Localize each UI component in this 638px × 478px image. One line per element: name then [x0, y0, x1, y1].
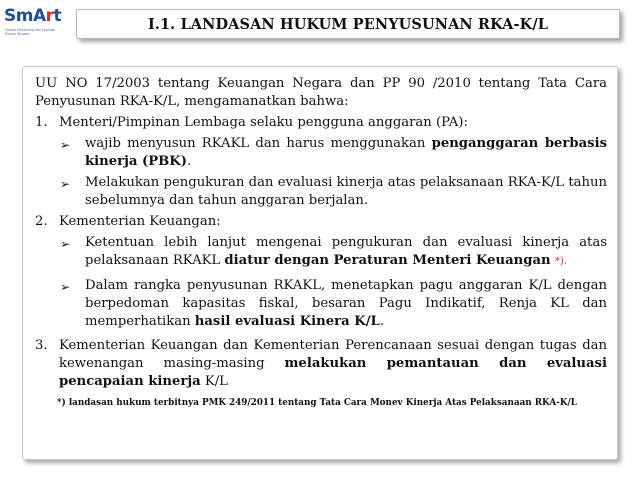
arrow-bullet-icon: ➢ — [60, 280, 71, 294]
sub-item-2b — [35, 277, 607, 331]
content-panel — [22, 66, 618, 460]
arrow-bullet-icon: ➢ — [60, 237, 71, 251]
item-text: Menteri/Pimpinan Lembaga selaku pengguna anggaran (PA): — [59, 115, 468, 130]
item-text: Kementerian Keuangan: — [59, 214, 221, 229]
sub-text-end: . — [379, 314, 385, 329]
arrow-bullet-icon: ➢ — [60, 138, 71, 152]
item-number: 3. — [35, 338, 48, 353]
intro-text: UU NO 17/2003 tentang Keuangan Negara dan PP 90 /2010 tentang Tata Cara Penyusunan RKA-K/L, mengamanatkan bahwa: — [35, 76, 607, 109]
slide-title: I.1. LANDASAN HUKUM PENYUSUNAN RKA-K/L — [76, 9, 620, 39]
item-text-end: K/L — [200, 374, 228, 389]
sub-text: Ketentuan lebih lanjut mengenai pengukuran dan evaluasi kinerja atas pelaksanaan RKAKL — [85, 235, 607, 268]
item-text: Kementerian Keuangan dan Kementerian Perencanaan sesuai dengan tugas dan kewenangan masing-masing — [59, 338, 607, 371]
sub-text: Dalam rangka penyusunan RKAKL, menetapkan pagu anggaran K/L dengan berpedoman kapasitas fiskal, besaran Pagu Indikatif, Renja KL dan memperhatikan — [85, 278, 607, 329]
sub-text: wajib menyusun RKAKL dan harus menggunakan — [85, 136, 432, 151]
sub-item-1b — [35, 174, 607, 210]
footnote-marker: *). — [554, 256, 567, 267]
item-number: 1. — [35, 115, 48, 130]
list-item-1 — [35, 114, 607, 132]
sub-text: Melakukan pengukuran dan evaluasi kinerja atas pelaksanaan RKA-K/L tahun sebelumnya dan tahun anggaran berjalan. — [85, 175, 607, 208]
list-item-2 — [35, 213, 607, 231]
sub-item-2a — [35, 234, 607, 271]
arrow-bullet-icon: ➢ — [60, 177, 71, 191]
smart-logo — [4, 6, 70, 46]
item-number: 2. — [35, 214, 48, 229]
sub-bold-text: diatur dengan Peraturan Menteri Keuangan — [224, 253, 551, 268]
footnote: *) landasan hukum terbitnya PMK 249/2011 tentang Tata Cara Monev Kinerja Atas Pelaksanaan RKA-K/L — [57, 398, 577, 408]
logo-subtitle: Sistem Monitoring dan Evaluasi Kinerja Terpadu — [5, 28, 56, 36]
sub-text-end: . — [186, 154, 192, 169]
list-item-3 — [35, 337, 607, 391]
item-bold-text: melakukan pemantauan dan evaluasi pencapaian kinerja — [59, 356, 607, 389]
sub-bold-text: hasil evaluasi Kinera K/L — [194, 314, 380, 329]
logo-wordmark: SmArt — [4, 6, 62, 26]
sub-bold-text: penganggaran berbasis kinerja (PBK) — [85, 136, 607, 169]
sub-item-1a — [35, 135, 607, 171]
